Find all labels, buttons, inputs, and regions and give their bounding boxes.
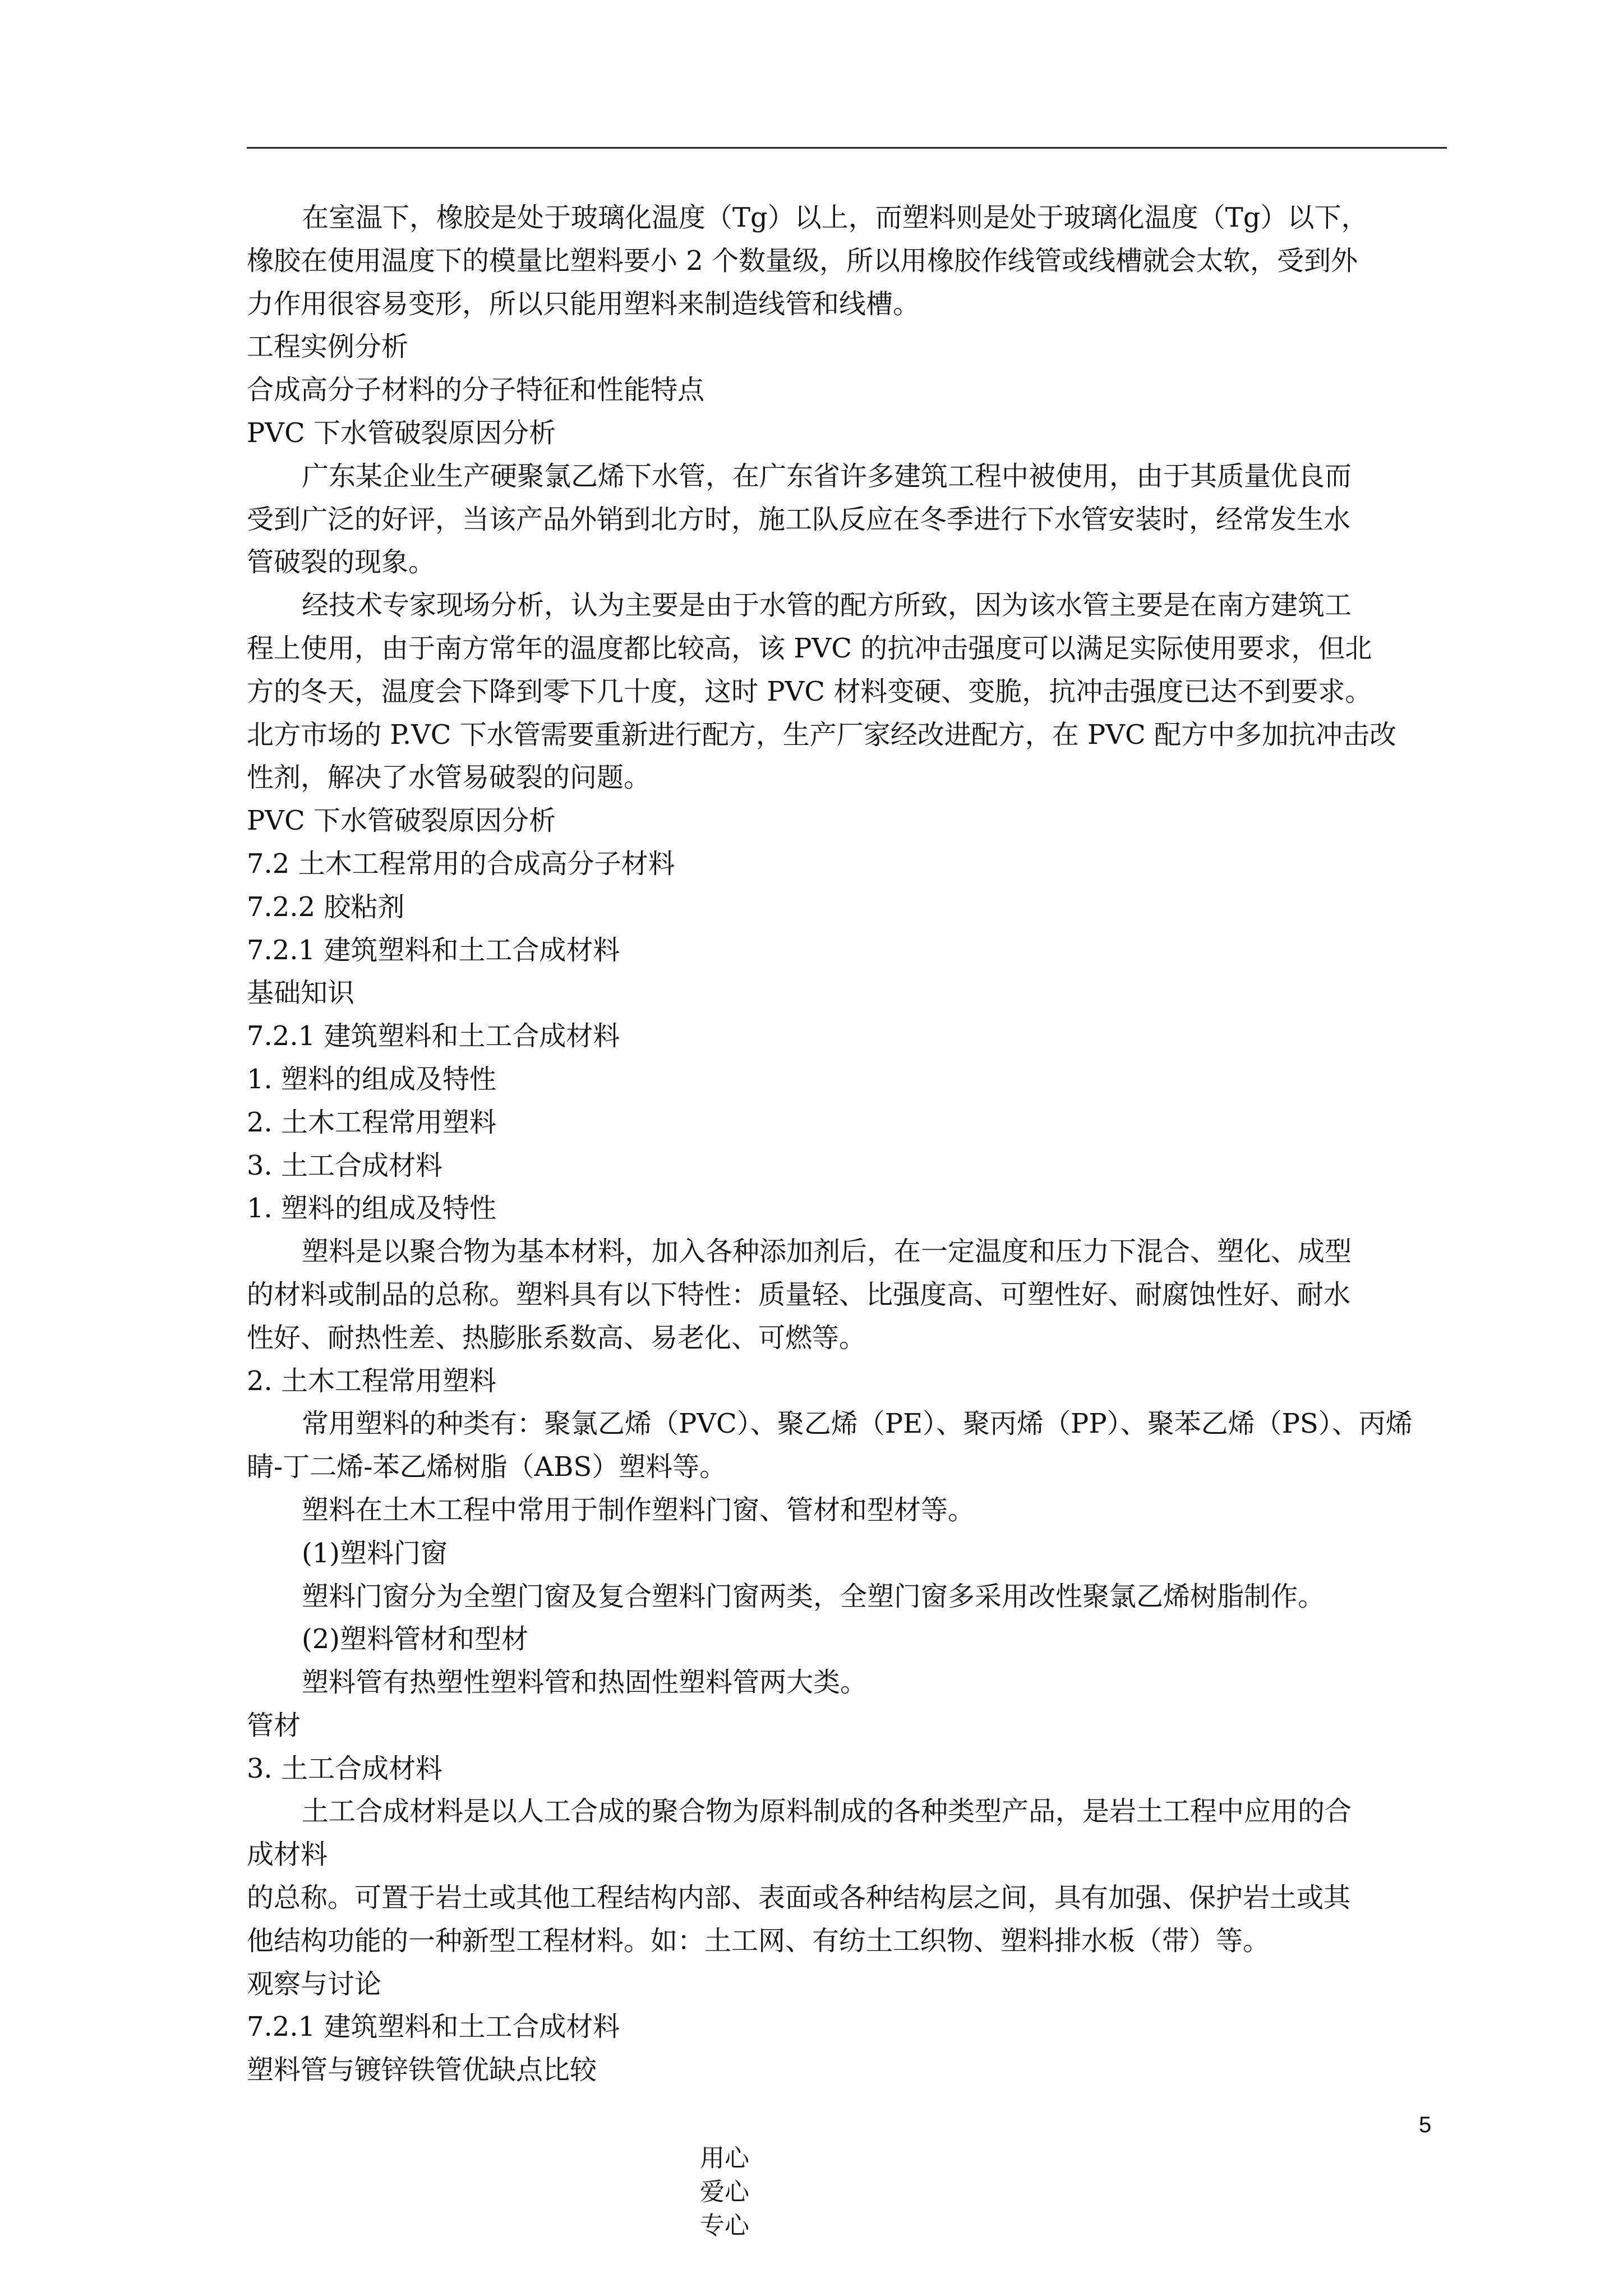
text-line: 在室温下，橡胶是处于玻璃化温度（Tg）以上，而塑料则是处于玻璃化温度（Tg）以下， xyxy=(302,202,1368,233)
text-line: 塑料是以聚合物为基本材料，加入各种添加剂后，在一定温度和压力下混合、塑化、成型 xyxy=(302,1236,1352,1268)
text-line: 观察与讨论 xyxy=(247,1968,382,2000)
header-rule xyxy=(247,147,1447,149)
text-line: 塑料管有热塑性塑料管和热固性塑料管两大类。 xyxy=(302,1667,868,1699)
document-body xyxy=(247,196,1447,2092)
text-line: 方的冬天，温度会下降到零下几十度，这时 PVC 材料变硬、变脆，抗冲击强度已达不到要求。 xyxy=(247,675,1372,707)
text-line: 程上使用，由于南方常年的温度都比较高，该 PVC 的抗冲击强度可以满足实际使用要求，但北 xyxy=(247,632,1372,664)
footer-motto-item: 爱心 xyxy=(699,2178,749,2206)
text-line: 成材料 xyxy=(247,1839,328,1871)
text-line: 管材 xyxy=(247,1709,301,1741)
text-line: 性剂，解决了水管易破裂的问题。 xyxy=(247,762,651,794)
text-line: PVC 下水管破裂原因分析 xyxy=(247,417,556,449)
text-line: 1. 塑料的组成及特性 xyxy=(247,1063,497,1095)
text-line: 1. 塑料的组成及特性 xyxy=(247,1193,497,1225)
page-footer-motto xyxy=(684,2108,815,2243)
text-line: 管破裂的现象。 xyxy=(247,546,436,578)
text-line: 塑料门窗分为全塑门窗及复合塑料门窗两类，全塑门窗多采用改性聚氯乙烯树脂制作。 xyxy=(302,1580,1325,1612)
text-line: 工程实例分析 xyxy=(247,331,409,363)
text-line: 橡胶在使用温度下的模量比塑料要小 2 个数量级，所以用橡胶作线管或线槽就会太软，受到外 xyxy=(247,245,1358,277)
text-line: 广东某企业生产硬聚氯乙烯下水管，在广东省许多建筑工程中被使用，由于其质量优良而 xyxy=(302,460,1352,492)
text-line: 性好、耐热性差、热膨胀系数高、易老化、可燃等。 xyxy=(247,1322,866,1354)
text-line: 常用塑料的种类有：聚氯乙烯（PVC）、聚乙烯（PE）、聚丙烯（PP）、聚苯乙烯（PS）、丙烯 xyxy=(302,1408,1413,1440)
text-line: 7.2.1 建筑塑料和土工合成材料 xyxy=(247,934,620,966)
text-line: 7.2.2 胶粘剂 xyxy=(247,891,405,923)
text-line: (1)塑料门窗 xyxy=(302,1537,448,1569)
text-line: 受到广泛的好评，当该产品外销到北方时，施工队反应在冬季进行下水管安装时，经常发生水 xyxy=(247,503,1351,535)
text-line: 经技术专家现场分析，认为主要是由于水管的配方所致，因为该水管主要是在南方建筑工 xyxy=(302,590,1352,622)
text-line: 3. 土工合成材料 xyxy=(247,1752,443,1784)
text-line: (2)塑料管材和型材 xyxy=(302,1623,528,1655)
text-line: 的总称。可置于岩土或其他工程结构内部、表面或各种结构层之间，具有加强、保护岩土或其 xyxy=(247,1882,1351,1914)
footer-motto-item: 专心 xyxy=(699,2211,749,2240)
text-line: 北方市场的 P.VC 下水管需要重新进行配方，生产厂家经改进配方，在 PVC 配方中多加抗冲击改 xyxy=(247,719,1396,751)
text-line: 塑料管与镀锌铁管优缺点比较 xyxy=(247,2054,597,2086)
text-line: 7.2 土木工程常用的合成高分子材料 xyxy=(247,848,675,880)
text-line: 力作用很容易变形，所以只能用塑料来制造线管和线槽。 xyxy=(247,288,920,320)
text-line: PVC 下水管破裂原因分析 xyxy=(247,805,556,837)
text-line: 合成高分子材料的分子特征和性能特点 xyxy=(247,374,705,406)
text-line: 7.2.1 建筑塑料和土工合成材料 xyxy=(247,1020,620,1052)
text-line: 塑料在土木工程中常用于制作塑料门窗、管材和型材等。 xyxy=(302,1494,975,1526)
text-line: 他结构功能的一种新型工程材料。如：土工网、有纺土工织物、塑料排水板（带）等。 xyxy=(247,1925,1270,1957)
text-line: 的材料或制品的总称。塑料具有以下特性：质量轻、比强度高、可塑性好、耐腐蚀性好、耐水 xyxy=(247,1278,1351,1310)
page-number: 5 xyxy=(1419,2113,1432,2137)
text-line: 土工合成材料是以人工合成的聚合物为原料制成的各种类型产品，是岩土工程中应用的合 xyxy=(302,1796,1352,1828)
text-line: 基础知识 xyxy=(247,977,355,1009)
text-line: 7.2.1 建筑塑料和土工合成材料 xyxy=(247,2011,620,2043)
text-line: 2. 土木工程常用塑料 xyxy=(247,1365,497,1397)
text-line: 3. 土工合成材料 xyxy=(247,1149,443,1181)
text-line: 睛-丁二烯-苯乙烯树脂（ABS）塑料等。 xyxy=(247,1451,727,1483)
text-line: 2. 土木工程常用塑料 xyxy=(247,1106,497,1138)
footer-motto-item: 用心 xyxy=(699,2144,749,2173)
